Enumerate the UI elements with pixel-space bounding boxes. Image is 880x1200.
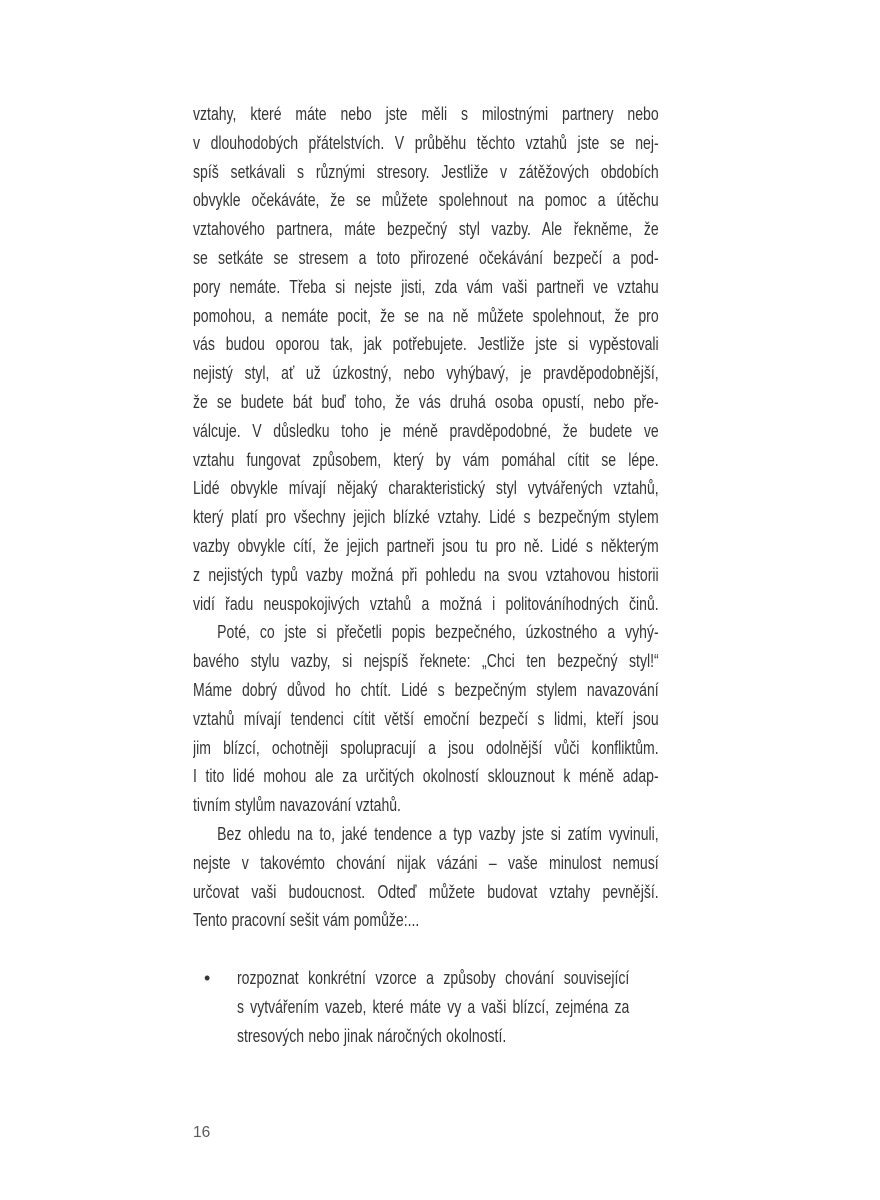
text-line: vztahů mívají tendenci cítit větší emoční bezpečí s lidmi, kteří jsou [193,708,659,729]
paragraph [193,618,659,820]
bullet-text-line: s vytvářením vazeb, které máte vy a vaši blízcí, zejména za [237,996,630,1017]
text-line: obvykle očekáváte, že se můžete spolehnout na pomoc a útěchu [193,190,659,211]
text-line: Máme dobrý důvod ho chtít. Lidé s bezpečným stylem navazování [193,679,659,700]
text-line: nejistý styl, ať už úzkostný, nebo vyhýbavý, je pravděpodobnější, [193,363,659,384]
text-line: jim blízcí, ochotněji spolupracují a jsou odolnější vůči konfliktům. [193,737,659,758]
text-line: v dlouhodobých přátelstvích. V průběhu těchto vztahů jste se nej- [193,132,659,153]
text-line: vazby obvykle cítí, že jejich partneři jsou tu pro ně. Lidé s některým [193,535,659,556]
bullet-text-line: stresových nebo jinak náročných okolností. [237,1025,507,1046]
text-line: se setkáte se stresem a toto přirozené očekávání bezpečí a pod- [193,247,659,268]
text-line: pomohou, a nemáte pocit, že se na ně můžete spolehnout, že pro [193,305,659,326]
paragraph [193,820,659,935]
bullet-text-line: rozpoznat konkrétní vzorce a způsoby chování související [237,967,630,988]
bullet-item [193,964,659,1050]
text-line: tivním stylům navazování vztahů. [193,795,401,816]
text-line: vztahy, které máte nebo jste měli s milostnými partnery nebo [193,104,659,124]
text-line: I tito lidé mohou ale za určitých okolností sklouznout k méně adap- [193,766,659,787]
text-line: který platí pro všechny jejich blízké vztahy. Lidé s bezpečným stylem [193,507,659,528]
bullet-icon: • [204,967,211,988]
text-line: bavého stylu vazby, si nejspíš řeknete: „Chci ten bezpečný styl!“ [193,651,659,672]
text-line: Lidé obvykle mívají nějaký charakteristický styl vytvářených vztahů, [193,478,659,499]
text-line: vztahového partnera, máte bezpečný styl vazby. Ale řekněme, že [193,219,659,240]
text-line: válcuje. V důsledku toho je méně pravděpodobné, že budete ve [193,420,659,441]
text-line: z nejistých typů vazby možná při pohledu na svou vztahovou historii [193,564,659,585]
body-text [193,100,659,1050]
text-line: vidí řadu neuspokojivých vztahů a možná i politováníhodných činů. [193,593,659,614]
text-line: určovat vaši budoucnost. Odteď můžete budovat vztahy pevnější. [193,881,659,902]
text-line: vás budou oporou tak, jak potřebujete. Jestliže jste si vypěstovali [193,334,659,355]
text-line: vztahu fungovat způsobem, který by vám pomáhal cítit se lépe. [193,449,659,470]
text-line: nejste v takovémto chování nijak vázáni – vaše minulost nemusí [193,852,659,873]
page-number: 16 [193,1124,211,1141]
text-line: že se budete bát buď toho, že vás druhá osoba opustí, nebo pře- [193,391,659,412]
paragraph [193,100,659,618]
text-line: Tento pracovní sešit vám pomůže:... [193,910,420,931]
text-line: Poté, co jste si přečetli popis bezpečného, úzkostného a vyhý- [217,622,659,643]
text-line: pory nemáte. Třeba si nejste jisti, zda vám vaši partneři ve vztahu [193,276,659,297]
text-line: Bez ohledu na to, jaké tendence a typ vazby jste si zatím vyvinuli, [217,823,659,844]
text-line: spíš setkávali s různými stresory. Jestliže v zátěžových obdobích [193,161,659,182]
